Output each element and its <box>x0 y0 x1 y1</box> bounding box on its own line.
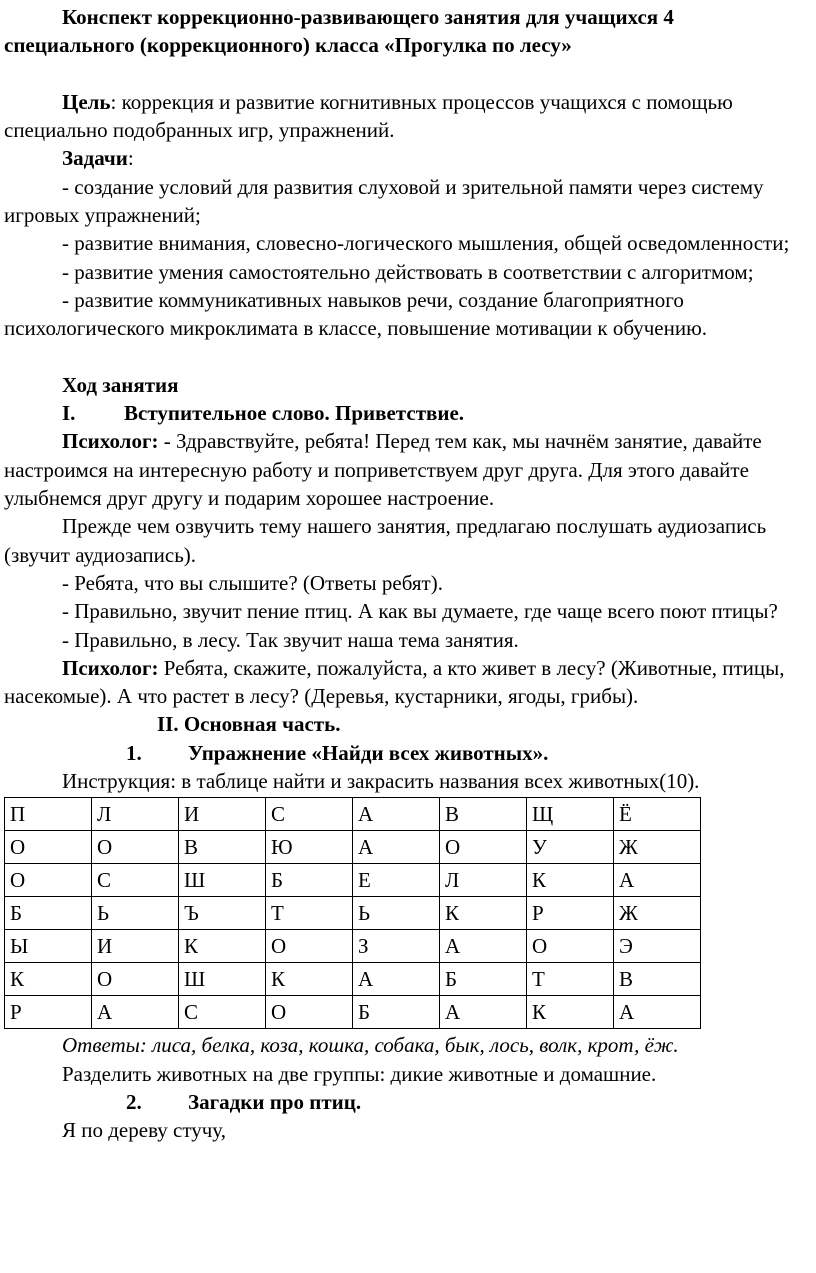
grid-cell: О <box>92 831 179 864</box>
section-1-title: Вступительное слово. Приветствие. <box>124 401 465 426</box>
grid-cell: В <box>179 831 266 864</box>
lesson-heading <box>4 371 812 399</box>
section-1-number: I. <box>62 401 76 426</box>
grid-cell: А <box>440 930 527 963</box>
task-item: - развитие коммуникативных навыков речи, создание благоприятного психологического микроклимата в классе, повышение мотивации к обучению. <box>4 287 708 341</box>
grid-cell: Р <box>527 897 614 930</box>
goal-text: : коррекция и развитие когнитивных процессов учащихся с помощью специально подобранных игр, упражнений. <box>4 89 733 143</box>
grid-cell: Л <box>92 798 179 831</box>
task-item: - развитие внимания, словесно-логического мышления, общей осведомленности; <box>62 231 790 256</box>
task-item: - развитие умения самостоятельно действовать в соответствии с алгоритмом; <box>62 259 754 284</box>
grid-cell: А <box>353 831 440 864</box>
grid-cell: Е <box>353 864 440 897</box>
grid-cell: Ъ <box>179 897 266 930</box>
exercise-2-heading <box>4 1088 812 1116</box>
grid-cell: В <box>614 963 701 996</box>
tasks-colon: : <box>127 146 134 171</box>
grid-row <box>5 864 701 897</box>
grid-cell: Ы <box>5 930 92 963</box>
grid-cell: Б <box>266 864 353 897</box>
greeting-text: - Здравствуйте, ребята! Перед тем как, мы начнём занятие, давайте настроимся на интересную работу и поприветствуем друг друга. Для этого давайте улыбнемся друг другу и подарим хорошее настроение. <box>4 429 762 511</box>
grid-cell: П <box>5 798 92 831</box>
exercise-2-title: Загадки про птиц. <box>188 1089 362 1114</box>
grid-cell: Ь <box>353 897 440 930</box>
tasks-label: Задачи <box>62 146 128 171</box>
instruction-text: Инструкция: в таблице найти и закрасить названия всех животных(10). <box>62 769 700 794</box>
grid-row <box>5 963 701 996</box>
grid-cell: Т <box>527 963 614 996</box>
psychologist-question <box>4 654 812 711</box>
letter-grid-table <box>4 797 701 1029</box>
grid-cell: Ю <box>266 831 353 864</box>
grid-cell: Б <box>440 963 527 996</box>
dialogue-line: - Правильно, звучит пение птиц. А как вы думаете, где чаще всего поют птицы? <box>62 599 778 624</box>
section-1-heading <box>4 399 812 427</box>
grid-cell: Б <box>353 996 440 1029</box>
grid-cell: А <box>353 798 440 831</box>
grid-cell: Ш <box>179 963 266 996</box>
grid-cell: Р <box>5 996 92 1029</box>
grid-cell: Ё <box>614 798 701 831</box>
grid-row <box>5 996 701 1029</box>
grid-cell: И <box>92 930 179 963</box>
tasks-heading <box>4 144 812 172</box>
grid-cell: А <box>614 864 701 897</box>
exercise-1-heading <box>4 739 812 767</box>
grid-cell: А <box>92 996 179 1029</box>
grid-cell: С <box>179 996 266 1029</box>
answers-text: Ответы: лиса, белка, коза, кошка, собака, бык, лось, волк, крот, ёж. <box>62 1033 679 1058</box>
exercise-2-number: 2. <box>126 1089 142 1114</box>
title-line-2: специального (коррекционного) класса «Прогулка по лесу» <box>4 33 572 58</box>
grid-cell: Л <box>440 864 527 897</box>
grid-row <box>5 897 701 930</box>
grid-cell: О <box>5 831 92 864</box>
grid-cell: К <box>179 930 266 963</box>
grid-cell: К <box>527 864 614 897</box>
grid-cell: О <box>92 963 179 996</box>
grid-cell: С <box>92 864 179 897</box>
grid-cell: Щ <box>527 798 614 831</box>
grid-cell: А <box>440 996 527 1029</box>
divide-instruction: Разделить животных на две группы: дикие животные и домашние. <box>62 1061 657 1086</box>
task-item: - создание условий для развития слуховой и зрительной памяти через систему игровых упражнений; <box>4 174 764 228</box>
title-line-1: Конспект коррекционно-развивающего занятия для учащихся 4 <box>62 5 674 29</box>
grid-row <box>5 930 701 963</box>
grid-cell: Э <box>614 930 701 963</box>
grid-cell: О <box>527 930 614 963</box>
grid-row <box>5 798 701 831</box>
grid-cell: А <box>614 996 701 1029</box>
grid-cell: О <box>266 930 353 963</box>
question-text: Ребята, скажите, пожалуйста, а кто живет в лесу? (Животные, птицы, насекомые). А что растет в лесу? (Деревья, кустарники, ягоды, грибы). <box>4 655 785 709</box>
psychologist-greeting <box>4 427 812 512</box>
grid-cell: К <box>527 996 614 1029</box>
document-page <box>4 3 812 1145</box>
grid-cell: Т <box>266 897 353 930</box>
grid-cell: З <box>353 930 440 963</box>
grid-cell: Ш <box>179 864 266 897</box>
grid-cell: О <box>5 864 92 897</box>
grid-cell: К <box>440 897 527 930</box>
grid-cell: Ж <box>614 831 701 864</box>
speaker-label: Психолог: <box>62 429 159 454</box>
spacer <box>4 343 812 371</box>
section-2-heading: II. Основная часть. <box>157 712 341 737</box>
dialogue-line: - Правильно, в лесу. Так звучит наша тема занятия. <box>62 627 519 652</box>
grid-cell: К <box>5 963 92 996</box>
grid-cell: К <box>266 963 353 996</box>
audio-paragraph: Прежде чем озвучить тему нашего занятия, предлагаю послушать аудиозапись (звучит аудиозапись). <box>4 514 767 567</box>
riddle-line: Я по дереву стучу, <box>62 1118 226 1143</box>
lesson-heading-text: Ход занятия <box>62 372 179 397</box>
grid-cell: У <box>527 831 614 864</box>
goal-label: Цель <box>62 89 111 114</box>
exercise-1-number: 1. <box>126 740 142 765</box>
grid-cell: О <box>440 831 527 864</box>
grid-cell: Б <box>5 897 92 930</box>
grid-cell: А <box>353 963 440 996</box>
spacer <box>4 60 812 88</box>
speaker-label: Психолог: <box>62 655 159 680</box>
document-title <box>4 3 812 60</box>
goal-paragraph <box>4 88 812 145</box>
grid-cell: Ь <box>92 897 179 930</box>
grid-cell: В <box>440 798 527 831</box>
grid-cell: С <box>266 798 353 831</box>
grid-cell: Ж <box>614 897 701 930</box>
grid-row <box>5 831 701 864</box>
grid-cell: И <box>179 798 266 831</box>
exercise-1-title: Упражнение «Найди всех животных». <box>188 740 549 765</box>
grid-cell: О <box>266 996 353 1029</box>
dialogue-line: - Ребята, что вы слышите? (Ответы ребят). <box>62 570 443 595</box>
